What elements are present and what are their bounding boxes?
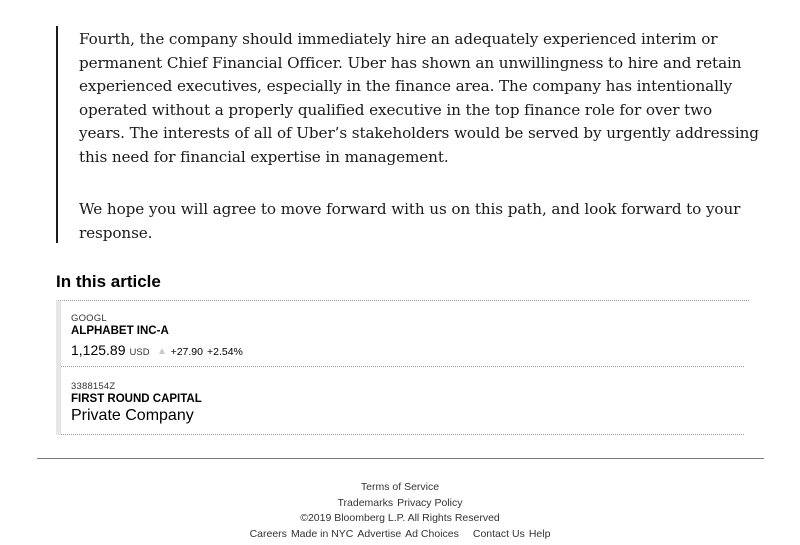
advertise-link[interactable]: Advertise <box>357 527 402 540</box>
footer-divider <box>37 458 764 459</box>
security-card-alphabet[interactable] <box>61 301 744 367</box>
ad-choices-link[interactable]: Ad Choices <box>405 527 459 540</box>
security-ticker: GOOGL <box>71 313 107 324</box>
copyright-notice: ©2019 Bloomberg L.P. All Rights Reserved <box>300 512 500 525</box>
privacy-policy-link[interactable]: Privacy Policy <box>397 496 463 509</box>
quote-paragraph: Fourth, the company should immediately hire an adequately experienced interim or permanent Chief Financial Officer. Uber has shown an unwillingness to hire and retain experienced executives, especially in the finance area. The company has intentionally operated without a properly qualified executive in the top finance role for over two years. The interests of all of Uber’s stakeholders would be served by urgently addressing this need for financial expertise in management. <box>79 30 759 166</box>
security-card-first-round[interactable] <box>61 367 744 435</box>
security-name[interactable]: ALPHABET INC-A <box>71 325 169 337</box>
price-change-percent: +2.54% <box>206 346 243 358</box>
careers-link[interactable]: Careers <box>249 527 287 540</box>
trademarks-link[interactable]: Trademarks <box>337 496 394 509</box>
up-triangle-icon <box>159 348 165 354</box>
quote-paragraph: We hope you will agree to move forward with us on this path, and look forward to your response. <box>79 200 741 242</box>
block-quote <box>56 26 758 243</box>
price-change: +27.90 <box>170 346 203 358</box>
securities-list <box>56 300 749 435</box>
security-ticker: 3388154Z <box>71 381 116 392</box>
security-name[interactable]: FIRST ROUND CAPITAL <box>71 393 202 405</box>
site-footer <box>0 480 800 542</box>
footer-row <box>0 496 800 512</box>
footer-row <box>0 527 800 543</box>
company-status: Private Company <box>71 407 194 424</box>
contact-us-link[interactable]: Contact Us <box>472 527 525 540</box>
security-price: 1,125.89 <box>71 342 126 358</box>
security-currency: USD <box>129 347 150 358</box>
footer-row <box>0 480 800 496</box>
price-quote <box>71 342 243 358</box>
footer-row <box>0 511 800 527</box>
help-link[interactable]: Help <box>528 527 551 540</box>
in-this-article-heading: In this article <box>56 272 161 291</box>
terms-of-service-link[interactable]: Terms of Service <box>360 481 440 493</box>
made-in-nyc-link[interactable]: Made in NYC <box>290 527 354 540</box>
